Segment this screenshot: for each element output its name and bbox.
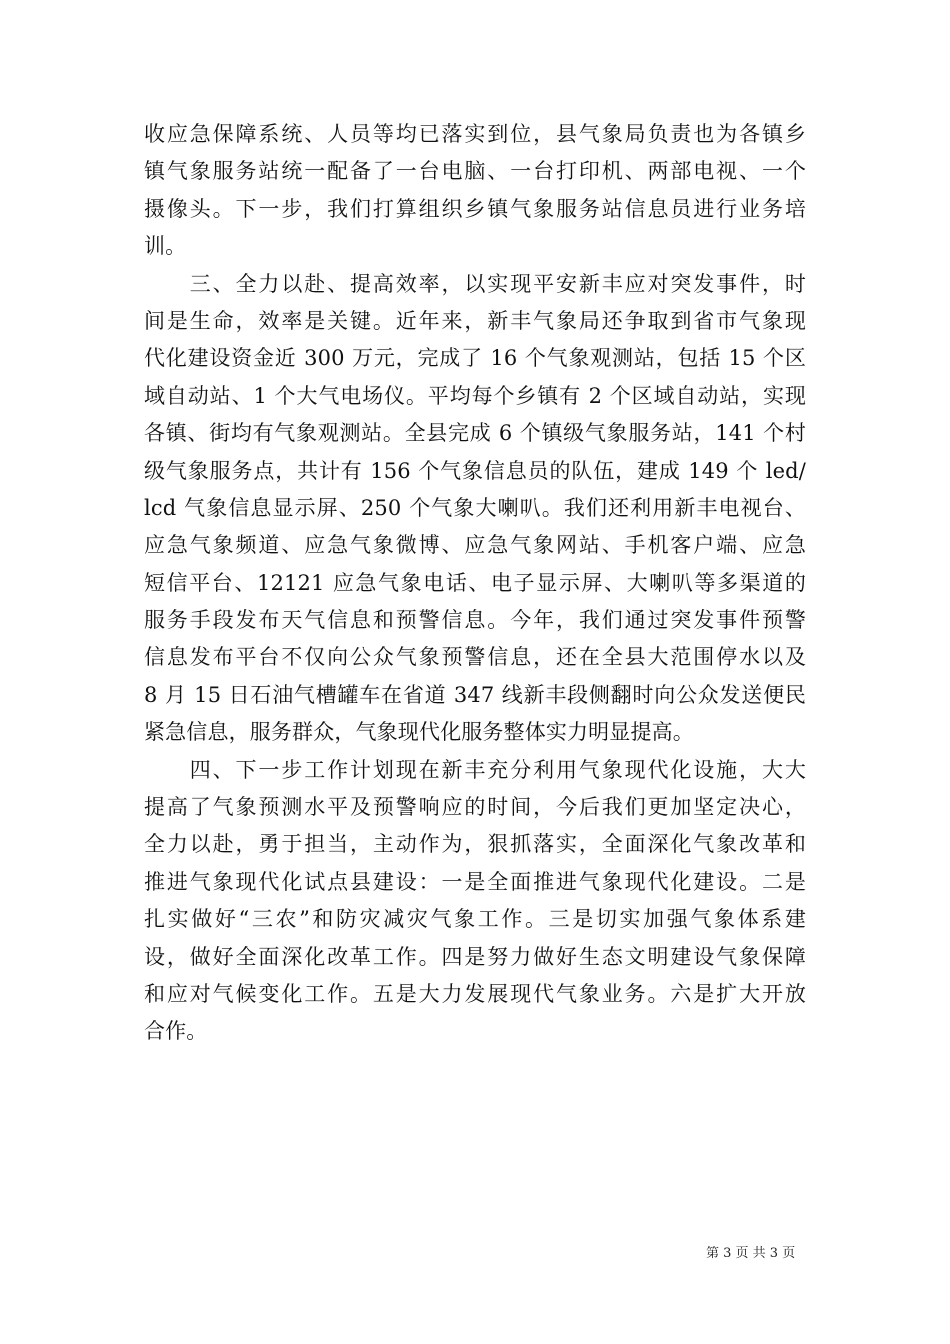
text-line: 各镇、街均有气象观测站。全县完成 6 个镇级气象服务站，141 个村 [144,421,806,446]
text-line: 短信平台、12121 应急气象电话、电子显示屏、大喇叭等多渠道的 [144,570,806,595]
text-line: 三、全力以赴、提高效率，以实现平安新丰应对突发事件，时 [144,271,806,296]
text-line: 扎实做好“三农”和防灾减灾气象工作。三是切实加强气象体系建 [144,907,806,932]
text-line: 镇气象服务站统一配备了一台电脑、一台打印机、两部电视、一个 [144,159,806,184]
text-line: 信息发布平台不仅向公众气象预警信息，还在全县大范围停水以及 [144,645,806,670]
text-line: 收应急保障系统、人员等均已落实到位，县气象局负责也为各镇乡 [144,122,806,146]
text-line: 8 月 15 日石油气槽罐车在省道 347 线新丰段侧翻时向公众发送便民 [144,682,806,707]
text-line: 全力以赴，勇于担当，主动作为，狠抓落实，全面深化气象改革和 [144,832,806,857]
text-line: 和应对气候变化工作。五是大力发展现代气象业务。六是扩大开放 [144,981,806,1006]
text-line: 摄像头。下一步，我们打算组织乡镇气象服务站信息员进行业务培 [144,196,806,221]
text-line: 代化建设资金近 300 万元，完成了 16 个气象观测站，包括 15 个区 [144,346,806,371]
text-line: 提高了气象预测水平及预警响应的时间，今后我们更加坚定决心， [144,795,806,820]
text-line: 紧急信息，服务群众，气象现代化服务整体实力明显提高。 [144,720,694,745]
text-line: 级气象服务点，共计有 156 个气象信息员的队伍，建成 149 个 led/ [144,458,806,483]
document-body [144,116,806,1051]
text-line: 训。 [144,234,187,259]
text-line: 域自动站、1 个大气电场仪。平均每个乡镇有 2 个区域自动站，实现 [144,383,806,408]
text-line: 合作。 [144,1019,208,1044]
text-line: 服务手段发布天气信息和预警信息。今年，我们通过突发事件预警 [144,608,806,633]
text-line: 间是生命，效率是关键。近年来，新丰气象局还争取到省市气象现 [144,308,806,333]
text-line: lcd 气象信息显示屏、250 个气象大喇叭。我们还利用新丰电视台、 [144,495,806,520]
page-number: 第 3 页 共 3 页 [706,1246,796,1261]
text-line: 应急气象频道、应急气象微博、应急气象网站、手机客户端、应急 [144,533,806,558]
text-line: 推进气象现代化试点县建设：一是全面推进气象现代化建设。二是 [144,869,806,894]
text-line: 设，做好全面深化改革工作。四是努力做好生态文明建设气象保障 [144,944,806,969]
text-line: 四、下一步工作计划现在新丰充分利用气象现代化设施，大大 [144,757,806,782]
